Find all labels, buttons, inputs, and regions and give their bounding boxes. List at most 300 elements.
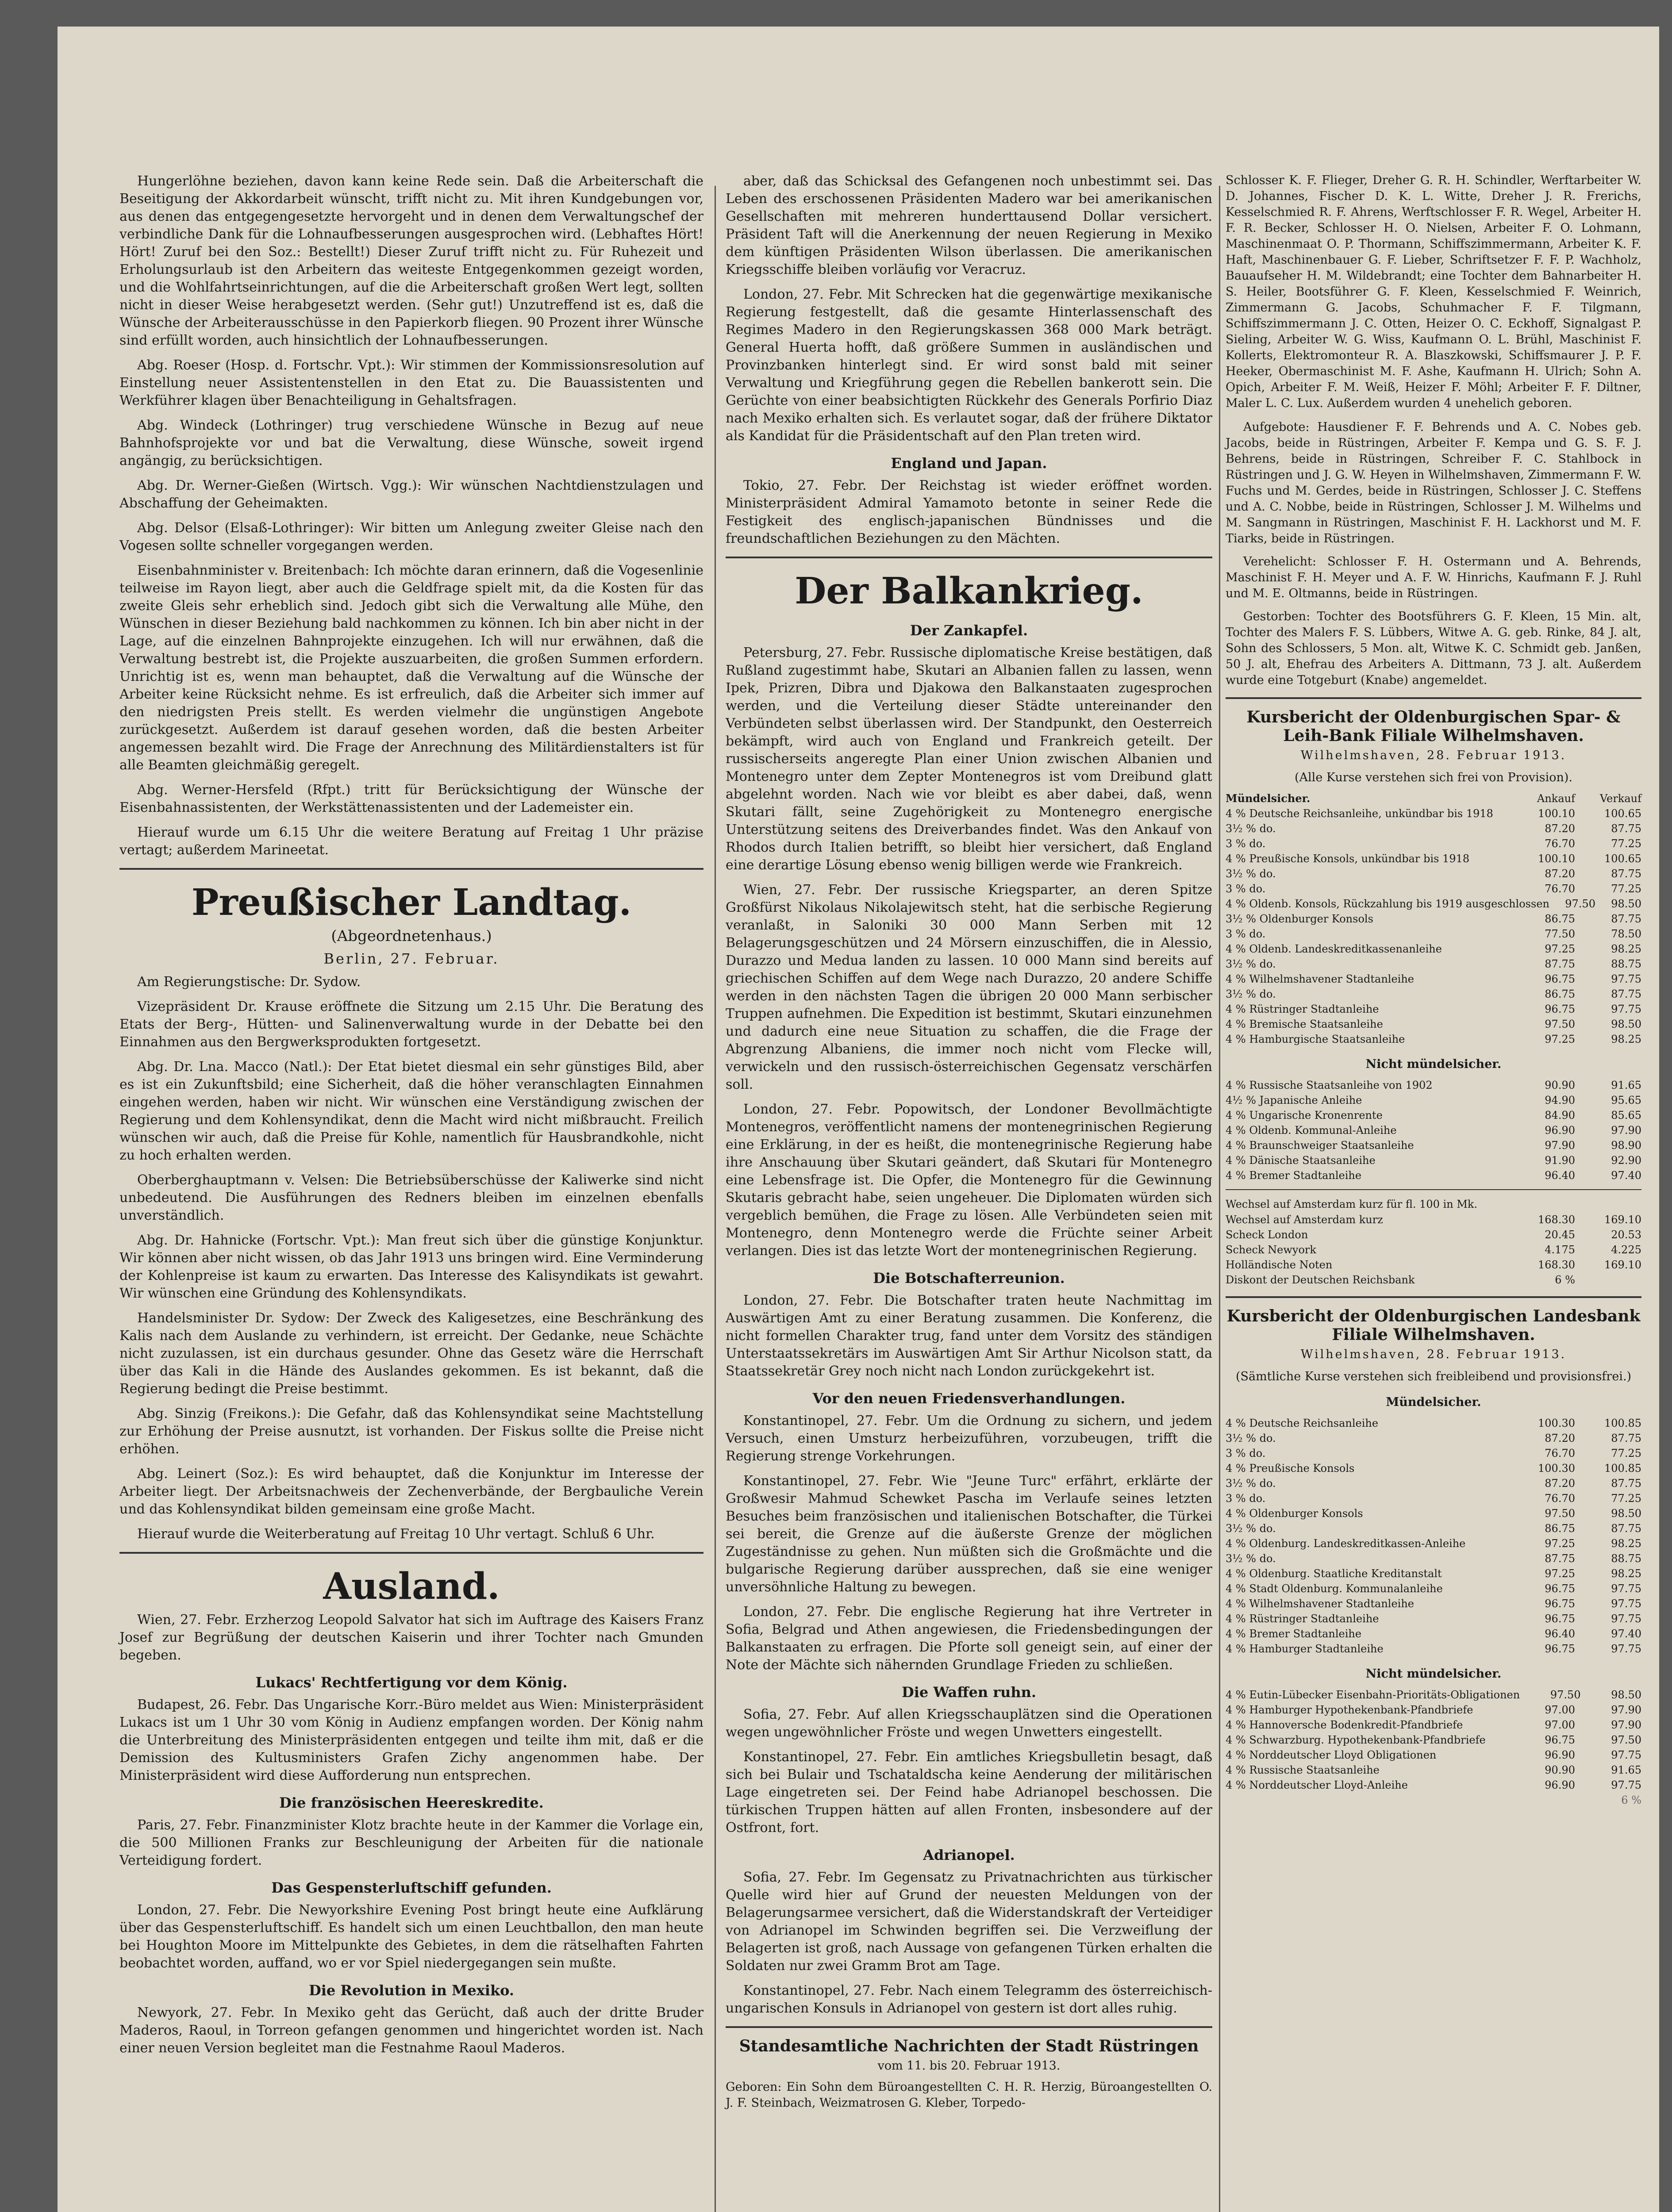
kursbericht-title: Kursbericht der Oldenburgischen Spar- & Leih-Bank Filiale Wilhelmshaven. bbox=[1246, 708, 1621, 745]
article-paragraph: Hungerlöhne beziehen, davon kann keine Rede sein. Daß die Arbeiterschaft die Beseitigung der Akkordarbeit wünscht, trifft nicht zu. Mit ihren Kundgebungen vor, aus denen das entgegengesetzte hervorgeht und in denen dem Verwaltungschef der verbindliche Dank für die Lohnaufbesserungen ausgesprochen wird. (Lebhaftes Hört! Hört! Zuruf bei den Soz.: Bestellt!) Dieser Zuruf trifft nicht zu. Für Ruhezeit und Erholungsurlaub ist den Arbeitern das weiteste Entgegenkommen gezeigt worden, und die Wohlfahrtseinrichtungen, auf die die Arbeiterschaft großen Wert legt, sollten nicht in dieser Weise herabgesetzt werden. (Sehr gut!) Unzutreffend ist es, daß die Wünsche der Arbeiterausschüsse in den Papierkorb fliegen. 90 Prozent ihrer Wünsche sind erfüllt worden, auch hinsichtlich der Lohnaufbesserungen. bbox=[119, 173, 703, 348]
article-paragraph: Petersburg, 27. Febr. Russische diplomatische Kreise bestätigen, daß Rußland zugestimmt habe, Skutari an Albanien fallen zu lassen, wenn Ipek, Prizren, Dibra und Djakowa den Balkanstaaten zugesprochen werden, und die Verteilung dieser Städte untereinander den Verbündeten selbst überlassen wird. Der Standpunkt, den Oesterreich bekämpft, wird auch von England und Frankreich geteilt. Der russischerseits angeregte Plan einer Union zwischen Albanien und Montenegro unter dem Zepter Montenegros ist vom Dreibund glatt abgelehnt worden. Nach wie vor bleibt es aber dabei, daß, wenn Skutari fällt, seine Zugehörigkeit zu Montenegro energische Unterstützung seitens des Dreiverbandes findet. Was den Ankauf von Rhodos durch Italien betrifft, so bleibt hier versichert, daß England eine derartige Lösung ebenso wenig billigen werde wie Frankreich. bbox=[726, 645, 1212, 873]
article-paragraph: Konstantinopel, 27. Febr. Ein amtliches Kriegsbulletin besagt, daß sich bei Bulair und Tschataldscha keine Aenderung der militärischen Lage eingetreten sei. Der Feind habe Adrianopel beschossen. Die türkischen Truppen hätten auf allen Fronten, insbesondere auf der Ostfront, fort. bbox=[726, 1749, 1212, 1836]
newspaper-page bbox=[58, 27, 1659, 2212]
kurs-name: 3 % do. bbox=[1226, 928, 1266, 940]
kurs-verkauf: 87.75 bbox=[1611, 822, 1641, 835]
kurs-ankauf: 96.75 bbox=[1545, 1643, 1575, 1655]
column-left bbox=[119, 173, 703, 2064]
article-paragraph: Abg. Werner-Hersfeld (Rfpt.) tritt für Berücksichtigung der Wünsche der Eisenbahnassistenten, der Werkstättenassistenten und der Lademeister ein. bbox=[119, 782, 703, 815]
balkan-subheading: Die Waffen ruhn. bbox=[901, 1684, 1037, 1701]
kurs-name: 4 % Stadt Oldenburg. Kommunalanleihe bbox=[1226, 1582, 1443, 1595]
kurs-ankauf: 86.75 bbox=[1545, 1522, 1575, 1535]
kurs-verkauf: 100.85 bbox=[1604, 1462, 1641, 1475]
balkan-subheading: Die Botschafterreunion. bbox=[873, 1270, 1065, 1286]
standesamt-geboren: Schlosser K. F. Flieger, Dreher G. R. H. Schindler, Werftarbeiter W. D. Johannes, Fischer D. K. L. Witte, Dreher J. R. Frerichs, Kesselschmied R. F. Ahrens, Werftschlosser F. R. Wegel, Arbeiter H. F. R. Becker, Schlosser H. O. Nielsen, Arbeiter F. O. Lohmann, Maschinenmaat O. P. Thormann, Schiffszimmermann, Arbeiter K. F. Haft, Maschinenbauer G. F. Lieber, Schriftsetzer F. F. P. Wachholz, Bauaufseher H. M. Wildebrandt; eine Tochter dem Bahnarbeiter H. S. Heiler, Bootsführer G. F. Kleen, Kesselschmied F. Weinrich, Zimmermann G. Jacobs, Schuhmacher F. F. Tilgmann, Schiffszimmermann J. C. Otten, Heizer O. C. Eckhoff, Signalgast P. Sieling, Arbeiter W. G. Wiss, Kaufmann O. L. Brühl, Maschinist F. Kollerts, Elektromonteur R. A. Blaszkowski, Schiffsmaurer J. P. F. Heeker, Obermaschinist M. F. Ashe, Kaufmann H. Ulrich; Sohn A. Opich, Arbeiter F. M. Weiß, Heizer F. Möhl; Arbeiter F. F. Diltner, Maler L. C. Lux. Außerdem wurden 4 unehelich geboren. bbox=[1226, 173, 1641, 410]
kursbericht-dateline: Wilhelmshaven, 28. Februar 1913. bbox=[1300, 749, 1567, 762]
kurs-row bbox=[1226, 1108, 1641, 1123]
kurs-verkauf: 97.75 bbox=[1611, 1582, 1641, 1595]
kurs-verkauf bbox=[1575, 1272, 1641, 1287]
kurs-row bbox=[1226, 1227, 1641, 1242]
kurs-verkauf: 97.75 bbox=[1611, 1643, 1641, 1655]
kurs-name: 3½ % do. bbox=[1226, 1432, 1276, 1444]
kurs-verkauf: 98.50 bbox=[1611, 1018, 1641, 1030]
kurs-verkauf: 98.90 bbox=[1611, 1139, 1641, 1152]
kurs-row bbox=[1226, 866, 1641, 881]
kurs-ankauf: 97.00 bbox=[1545, 1719, 1575, 1731]
article-paragraph: Hierauf wurde die Weiterberatung auf Freitag 10 Uhr vertagt. Schluß 6 Uhr. bbox=[137, 1526, 655, 1542]
zankapfel-body bbox=[726, 644, 1212, 1260]
kurs-ankauf: 96.75 bbox=[1545, 973, 1575, 985]
kurs-ankauf: 77.50 bbox=[1545, 928, 1575, 940]
kurs-name: Diskont der Deutschen Reichsbank bbox=[1226, 1274, 1415, 1286]
kurs-name: 4 % Preußische Konsols bbox=[1226, 1462, 1355, 1475]
landtag-body bbox=[119, 973, 703, 1543]
kurs-ankauf: 87.20 bbox=[1545, 822, 1575, 835]
kurs-row bbox=[1226, 1416, 1641, 1431]
kurs-row bbox=[1226, 881, 1641, 896]
kurs-name: 4 % Bremer Stadtanleihe bbox=[1226, 1628, 1362, 1640]
kurs-ankauf: 96.75 bbox=[1545, 1734, 1575, 1746]
kurs-verkauf: 97.90 bbox=[1611, 1124, 1641, 1137]
kurs-ankauf: 86.75 bbox=[1545, 913, 1575, 925]
kurs-ankauf: 94.90 bbox=[1545, 1094, 1575, 1106]
article-paragraph: Tokio, 27. Febr. Der Reichstag ist wieder eröffnet worden. Ministerpräsident Admiral Yamamoto betonte in seiner Rede die Festigkeit des englisch-japanischen Bündnisses und die freundschaftlichen Beziehungen zu den Mächten. bbox=[726, 478, 1212, 546]
kurs-row bbox=[1226, 1032, 1641, 1047]
article-paragraph: Abg. Roeser (Hosp. d. Fortschr. Vpt.): Wir stimmen der Kommissionsresolution auf Einstellung neuer Assistentenstellen in den Etat zu. Die Bauassistenten und Werkführer klagen über Benachteiligung in Gehaltsfragen. bbox=[119, 357, 703, 408]
kursbericht-note: (Sämtliche Kurse verstehen sich freibleibend und provisionsfrei.) bbox=[1235, 1370, 1632, 1383]
kurs-verkauf: 97.40 bbox=[1611, 1628, 1641, 1640]
kurs-name: 4 % Oldenb. Landeskreditkassenanleihe bbox=[1226, 943, 1442, 955]
kurs-name: 4 % Bremer Stadtanleihe bbox=[1226, 1169, 1362, 1182]
landtag-section bbox=[119, 881, 703, 1543]
kurs-verkauf: 169.10 bbox=[1604, 1214, 1641, 1226]
kursbericht-title: Kursbericht der Oldenburgischen Landesbank Filiale Wilhelmshaven. bbox=[1226, 1307, 1641, 1344]
kurs-row bbox=[1226, 806, 1641, 821]
kurs-table bbox=[1226, 1687, 1641, 1793]
kurs-name: 4 % Oldenb. Konsols, Rückzahlung bis 1919 ausgeschlossen bbox=[1226, 898, 1550, 910]
kurs-row bbox=[1226, 1078, 1641, 1093]
kurs-footer bbox=[1226, 1793, 1641, 1808]
wechsel-table bbox=[1226, 1212, 1641, 1287]
article-paragraph: Wien, 27. Febr. Der russische Kriegsparter, an deren Spitze Großfürst Nikolaus Nikolajewitsch steht, hat die serbische Regierung veranlaßt, in Saloniki 30 000 Mann Serben mit 12 Belagerungsgeschützen und 24 Mörsern einzuschiffen, die in Alessio, Durazzo und Medua landen zu lassen. 10 000 Mann sind bereits auf griechischen Schiffen auf dem Wege nach Durazzo, 20 andere Schiffe werden in den nächsten Tagen die übrigen 20 000 Mann serbischer Truppen aufnehmen. Die Expedition ist bestimmt, Skutari einzunehmen und dadurch eine neue Situation zu schaffen, die die Frage der Abgrenzung Albaniens, die immer noch nicht vom Flecke will, verwickeln und den russisch-österreichischen Gegensatz verschärfen soll. bbox=[726, 882, 1212, 1092]
kurs-ankauf: 97.25 bbox=[1545, 1537, 1575, 1550]
divider bbox=[119, 868, 703, 870]
kurs-row bbox=[1226, 1212, 1641, 1227]
kurs-ankauf: 168.30 bbox=[1538, 1214, 1575, 1226]
landtag-title: Preußischer Landtag. bbox=[191, 881, 632, 924]
kurs-table bbox=[1226, 1416, 1641, 1656]
kurs-verkauf: 91.65 bbox=[1611, 1079, 1641, 1091]
kurs-name: 4 % Schwarzburg. Hypothekenbank-Pfandbriefe bbox=[1226, 1734, 1486, 1746]
kurs-ankauf: 100.10 bbox=[1538, 853, 1575, 865]
kurs-name: 3 % do. bbox=[1226, 883, 1266, 895]
column-rule bbox=[1219, 186, 1220, 2212]
kurs-row bbox=[1226, 836, 1641, 851]
kurs-heading: Nicht mündelsicher. bbox=[1365, 1667, 1502, 1681]
article-paragraph: aber, daß das Schicksal des Gefangenen noch unbestimmt sei. Das Leben des erschossenen Präsidenten Madero war bei amerikanischen Gesellschaften mit mehreren hunderttausend Dollar versichert. Präsident Taft will die Anerkennung der neuen Regierung in Mexiko dem künftigen Präsidenten Wilson überlassen. Die amerikanischen Kriegsschiffe bleiben vorläufig vor Veracruz. bbox=[726, 173, 1212, 277]
kurs-row bbox=[1226, 1641, 1641, 1656]
kurs-row bbox=[1226, 1017, 1641, 1032]
kurs-row bbox=[1226, 1732, 1641, 1747]
kurs-row bbox=[1226, 1626, 1641, 1641]
kurs-name: 4½ % Japanische Anleihe bbox=[1226, 1094, 1362, 1106]
kurs-verkauf: 97.75 bbox=[1611, 1749, 1641, 1761]
kurs-row bbox=[1226, 1257, 1641, 1272]
divider bbox=[1226, 1296, 1641, 1298]
kurs-name: 3½ % do. bbox=[1226, 1477, 1276, 1490]
balkan-subheading: Der Zankapfel. bbox=[910, 622, 1028, 639]
kurs-ankauf: 4.175 bbox=[1545, 1244, 1575, 1256]
article-paragraph: Abg. Delsor (Elsaß-Lothringer): Wir bitten um Anlegung zweiter Gleise nach den Vogesen sollte schneller vorgegangen werden. bbox=[119, 520, 703, 553]
kurs-ankauf: 90.90 bbox=[1545, 1079, 1575, 1091]
kurs-row bbox=[1226, 1717, 1641, 1732]
kursbericht-note: (Alle Kurse verstehen sich frei von Provision). bbox=[1295, 771, 1572, 784]
article-paragraph: Sofia, 27. Febr. Auf allen Kriegsschauplätzen sind die Operationen wegen ungewöhnlicher Fröste und wegen Unwetters eingestellt. bbox=[726, 1707, 1212, 1740]
kurs-row bbox=[1226, 972, 1641, 987]
kurs-ankauf: 100.10 bbox=[1538, 807, 1575, 820]
kurs-ankauf: 76.70 bbox=[1545, 837, 1575, 850]
kurs-row bbox=[1226, 1521, 1641, 1536]
kurs-ankauf: 97.25 bbox=[1545, 1567, 1575, 1580]
kurs-verkauf: 78.50 bbox=[1611, 928, 1641, 940]
article-paragraph: London, 27. Febr. Mit Schrecken hat die gegenwärtige mexikanische Regierung festgestellt, daß die gesamte Hinterlassenschaft des Regimes Madero in den Regierungskassen 368 000 Mark beträgt. General Huerta hofft, daß größere Summen in ausländischen und Provinzbanken hinterlegt sind. Er wird sonst bald mit seiner Verwaltung und Kriegführung gegen die Rebellen bankerott sein. Die Gerüchte von einer beabsichtigten Rückkehr des Generals Porfirio Diaz nach Mexiko erhalten sich. Es verlautet sogar, daß der frühere Diktator als Kandidat für die Präsidentschaft auf den Plan treten wird. bbox=[726, 287, 1212, 444]
kurs-row bbox=[1226, 896, 1641, 911]
kurs-row bbox=[1226, 851, 1641, 866]
kurs-name: 4 % Bremische Staatsanleihe bbox=[1226, 1018, 1383, 1030]
kurs-verkauf: 98.25 bbox=[1611, 1033, 1641, 1045]
kurs-row bbox=[1226, 1763, 1641, 1778]
standesamt-title: Standesamtliche Nachrichten der Stadt Rüstringen bbox=[739, 2037, 1199, 2055]
kurs-name: 3½ % do. bbox=[1226, 988, 1276, 1000]
kurs-name: 3½ % Oldenburger Konsols bbox=[1226, 913, 1373, 925]
kurs-row bbox=[1226, 1778, 1641, 1793]
friedens-body bbox=[726, 1412, 1212, 1674]
kurs-name: 4 % Ungarische Kronenrente bbox=[1226, 1109, 1383, 1121]
kurs-verkauf: 20.53 bbox=[1611, 1229, 1641, 1241]
kursbericht-dateline: Wilhelmshaven, 28. Februar 1913. bbox=[1300, 1348, 1567, 1361]
kurs-ankauf: 76.70 bbox=[1545, 883, 1575, 895]
kurs-row bbox=[1226, 1476, 1641, 1491]
kurs-verkauf: 97.75 bbox=[1611, 1779, 1641, 1791]
kurs-ankauf: 100.30 bbox=[1538, 1417, 1575, 1429]
kurs-name: Wechsel auf Amsterdam kurz bbox=[1226, 1214, 1383, 1226]
kurs-verkauf: 97.75 bbox=[1611, 973, 1641, 985]
kurs-name: 4 % Rüstringer Stadtanleihe bbox=[1226, 1003, 1379, 1015]
kurs-ankauf: 96.75 bbox=[1545, 1598, 1575, 1610]
kurs-verkauf: 97.75 bbox=[1611, 1613, 1641, 1625]
kurs-name: 3½ % do. bbox=[1226, 958, 1276, 970]
kurs-name: 4 % Eutin-Lübecker Eisenbahn-Prioritäts-Obligationen bbox=[1226, 1689, 1520, 1701]
kurs-name: 3½ % do. bbox=[1226, 1552, 1276, 1565]
kurs-name: 4 % Hamburger Stadtanleihe bbox=[1226, 1643, 1384, 1655]
kurs-verkauf: 95.65 bbox=[1611, 1094, 1641, 1106]
standesamt-gestorben: Gestorben: Tochter des Bootsführers G. F. Kleen, 15 Min. alt, Tochter des Malers F. S. Lübbers, Witwe A. G. geb. Rinke, 84 J. alt, Sohn des Schlossers, 5 Mon. alt, Witwe K. C. Schmidt geb. Janßen, 50 J. alt, Ehefrau des Arbeiters A. Dittmann, 73 J. alt. Außerdem wurde eine Totgeburt (Knabe) angemeldet. bbox=[1226, 610, 1641, 687]
kurs-name: 4 % Rüstringer Stadtanleihe bbox=[1226, 1613, 1379, 1625]
kurs-ankauf: 87.75 bbox=[1545, 1552, 1575, 1565]
kurs-row bbox=[1226, 1611, 1641, 1626]
kurs-ankauf: 76.70 bbox=[1545, 1492, 1575, 1505]
kurs-verkauf: 100.85 bbox=[1604, 1417, 1641, 1429]
article-paragraph: Abg. Dr. Werner-Gießen (Wirtsch. Vgg.): Wir wünschen Nachtdienstzulagen und Abschaffung der Geheimakten. bbox=[119, 478, 703, 511]
ausland-body bbox=[119, 1611, 703, 1664]
kurs-verkauf: 98.50 bbox=[1611, 1689, 1641, 1701]
kurs-verkauf: 77.25 bbox=[1611, 1492, 1641, 1505]
kurs-ankauf: 96.90 bbox=[1545, 1749, 1575, 1761]
kurs-row bbox=[1226, 1461, 1641, 1476]
landtag-dateline: Berlin, 27. Februar. bbox=[323, 950, 500, 967]
kurs-row bbox=[1226, 1093, 1641, 1108]
balkan-subheading: Adrianopel. bbox=[923, 1847, 1015, 1863]
kurs-row bbox=[1226, 1153, 1641, 1168]
kurs-verkauf: 100.65 bbox=[1604, 853, 1641, 865]
kurs-ankauf: 87.20 bbox=[1545, 868, 1575, 880]
kurs-row bbox=[1226, 1138, 1641, 1153]
divider bbox=[119, 1552, 703, 1554]
article-paragraph: Abg. Dr. Hahnicke (Fortschr. Vpt.): Man freut sich über die günstige Konjunktur. Wir können aber nicht wissen, ob das Jahr 1913 uns bringen wird. Eine Verminderung der Kohlenpreise ist kaum zu erwarten. Das Interesse des Kalisyndikats ist gewahrt. Wir wünschen eine Gründung des Kohlensyndikats. bbox=[119, 1233, 703, 1301]
kurs-row bbox=[1226, 926, 1641, 941]
kurs-verkauf: 87.75 bbox=[1611, 1432, 1641, 1444]
article-paragraph: Abg. Sinzig (Freikons.): Die Gefahr, daß das Kohlensyndikat seine Machtstellung zur Erhöhung der Preise ausnutzt, ist vorhanden. Der Fiskus sollte die Preise nicht erhöhen. bbox=[119, 1406, 703, 1457]
kurs-verkauf: 98.25 bbox=[1611, 1537, 1641, 1550]
kurs-row bbox=[1226, 1272, 1641, 1287]
kurs-row bbox=[1226, 1702, 1641, 1717]
divider bbox=[726, 2026, 1212, 2028]
ausland-subheading: Das Gespensterluftschiff gefunden. bbox=[271, 1879, 552, 1896]
balkan-section bbox=[726, 570, 1212, 2017]
kurs-ankauf: 20.45 bbox=[1545, 1229, 1575, 1241]
kurs-table bbox=[1226, 1078, 1641, 1183]
kurs-verkauf: 87.75 bbox=[1611, 1477, 1641, 1490]
kurs-name: 3 % do. bbox=[1226, 1492, 1266, 1505]
kurs-ankauf: 96.40 bbox=[1545, 1628, 1575, 1640]
kursbericht-landesbank bbox=[1226, 1307, 1641, 1808]
kurs-ankauf: 84.90 bbox=[1545, 1109, 1575, 1121]
kurs-ankauf: 96.40 bbox=[1545, 1169, 1575, 1182]
kurs-verkauf: 97.90 bbox=[1611, 1719, 1641, 1731]
article-paragraph: Hierauf wurde um 6.15 Uhr die weitere Beratung auf Freitag 1 Uhr präzise vertagt; außerdem Marineetat. bbox=[119, 825, 703, 858]
kurs-ankauf: 97.25 bbox=[1545, 1033, 1575, 1045]
kurs-name: 4 % Braunschweiger Staatsanleihe bbox=[1226, 1139, 1414, 1152]
kurs-row bbox=[1226, 1536, 1641, 1551]
kurs-ankauf: 86.75 bbox=[1545, 988, 1575, 1000]
kurs-ankauf: 91.90 bbox=[1545, 1154, 1575, 1167]
kurs-name: Scheck Newyork bbox=[1226, 1244, 1316, 1256]
kurs-verkauf: 98.50 bbox=[1611, 898, 1641, 910]
article-paragraph: London, 27. Febr. Die Botschafter traten heute Nachmittag im Auswärtigen Amt zu einer Beratung zusammen. Die Konferenz, die nicht formellen Charakter trug, fand unter dem Vorsitz des ständigen Unterstaatssekretärs im Auswärtigen Amt Sir Arthur Nicolson statt, da Staatssekretär Grey noch nicht nach London zurückgekehrt ist. bbox=[726, 1293, 1212, 1379]
kurs-table bbox=[1226, 806, 1641, 1047]
kurs-row bbox=[1226, 1491, 1641, 1506]
mexiko-continuation bbox=[726, 173, 1212, 445]
article-paragraph: Oberberghauptmann v. Velsen: Die Betriebsüberschüsse der Kaliwerke sind nicht unbedeutend. Die Ausführungen des Redners bleiben im einzelnen ebenfalls unverständlich. bbox=[119, 1172, 703, 1223]
kurs-verkauf: 87.75 bbox=[1611, 868, 1641, 880]
column-middle bbox=[726, 173, 1212, 2119]
kurs-verkauf: 87.75 bbox=[1611, 913, 1641, 925]
kurs-verkauf: 88.75 bbox=[1611, 958, 1641, 970]
article-paragraph: Newyork, 27. Febr. In Mexiko geht das Gerücht, daß auch der dritte Bruder Maderos, Raoul, in Torreon gefangen genommen und hingerichtet worden ist. Nach einer neuen Version begleitet man die Festnahme Raoul Maderos. bbox=[119, 2005, 703, 2056]
article-paragraph: Konstantinopel, 27. Febr. Um die Ordnung zu sichern, und jedem Versuch, einen Umsturz herbeizuführen, vorzubeugen, trifft die Regierung strenge Vorkehrungen. bbox=[726, 1413, 1212, 1464]
kurs-row bbox=[1226, 1242, 1641, 1257]
kurs-name: 4 % Norddeutscher Lloyd Obligationen bbox=[1226, 1749, 1437, 1761]
article-paragraph: London, 27. Febr. Die Newyorkshire Evening Post bringt heute eine Aufklärung über das Gespensterluftschiff. Es handelt sich um einen Leuchtballon, den man heute bei Houghton Moore im Mittelpunkte des Gebietes, in dem die rätselhaften Fahrten beobachtet worden, auffand, wo er vor Spiel niedergegangen sein mußte. bbox=[119, 1902, 703, 1971]
kurs-verkauf: 4.225 bbox=[1611, 1244, 1641, 1256]
article-paragraph: London, 27. Febr. Popowitsch, der Londoner Bevollmächtigte Montenegros, veröffentlicht namens der montenegrinischen Regierung eine Erklärung, in der es heißt, die montenegrinische Regierung habe ihre Anschauung über Skutari geändert, daß Skutari für Montenegro eine Lebensfrage ist. Die Opfer, die Montenegro für die Gewinnung Skutaris gebracht habe, seien ungeheuer. Die Diplomaten würden sich vergeblich bemühen, die Frage zu lösen. Alle Verbündeten seien mit Montenegro, denn Montenegro werde die Früchte seiner Arbeit verlangen. Dies ist das letzte Wort der montenegrinischen Regierung. bbox=[726, 1102, 1212, 1259]
article-paragraph: Paris, 27. Febr. Finanzminister Klotz brachte heute in der Kammer die Vorlage ein, die 500 Millionen Franks zur Beschleunigung der Arbeiten für die nationale Verteidigung fordert. bbox=[119, 1817, 703, 1868]
kurs-ankauf: 87.75 bbox=[1545, 958, 1575, 970]
article-paragraph: London, 27. Febr. Die englische Regierung hat ihre Vertreter in Sofia, Belgrad und Athen angewiesen, die Friedensbedingungen der Balkanstaaten zu erfragen. Die Pforte soll geneigt sein, auf einer der Note der Mächte sich nähernden Grundlage Frieden zu schließen. bbox=[726, 1604, 1212, 1673]
article-paragraph: Konstantinopel, 27. Febr. Nach einem Telegramm des österreichisch-ungarischen Konsuls in Adrianopel von gestern ist dort alles ruhig. bbox=[726, 1983, 1212, 2016]
kurs-head-verkauf: Verkauf bbox=[1600, 792, 1641, 805]
kurs-name: 4 % Norddeutscher Lloyd-Anleihe bbox=[1226, 1779, 1408, 1791]
kurs-verkauf: 97.50 bbox=[1611, 1734, 1641, 1746]
kurs-verkauf: 85.65 bbox=[1611, 1109, 1641, 1121]
standesamt-aufgebote: Aufgebote: Hausdiener F. F. Behrends und A. C. Nobes geb. Jacobs, beide in Rüstringen, Arbeiter F. Kempa und G. S. F. J. Behrens, beide in Rüstringen, Schreiber F. C. Stahlbock in Rüstringen und J. G. W. Heyen in Wilhelmshaven, Zimmermann F. W. Fuchs und M. Gerdes, beide in Rüstringen, Schlosser J. C. Steffens und A. C. Nobbe, beide in Rüstringen, Schlosser J. M. Wilhelms und M. Sangmann in Rüstringen, Maschinist F. H. Lackhorst und M. F. Tiarks, beide in Rüstringen. bbox=[1226, 420, 1641, 545]
kurs-row bbox=[1226, 1551, 1641, 1566]
kurs-row bbox=[1226, 941, 1641, 956]
reichstag-continuation bbox=[119, 173, 703, 859]
kurs-ankauf: 76.70 bbox=[1545, 1447, 1575, 1459]
kurs-ankauf: 96.90 bbox=[1545, 1124, 1575, 1137]
kurs-verkauf: 77.25 bbox=[1611, 883, 1641, 895]
kurs-ankauf: 168.30 bbox=[1538, 1259, 1575, 1271]
kurs-verkauf: 77.25 bbox=[1611, 837, 1641, 850]
article-paragraph: Budapest, 26. Febr. Das Ungarische Korr.-Büro meldet aus Wien: Ministerpräsident Lukacs ist um 1 Uhr 30 vom König in Audienz empfangen worden. Der König nahm die Unterbreitung des Ministerpräsidenten entgegen und teilte ihm mit, daß er die Demission des Kultusministers Grafen Zichy angenommen habe. Der Ministerpräsident wird diese Aufforderung nun entsprechen. bbox=[119, 1697, 703, 1783]
kurs-row bbox=[1226, 987, 1641, 1002]
kurs-ankauf: 97.25 bbox=[1545, 943, 1575, 955]
kurs-verkauf: 97.40 bbox=[1611, 1169, 1641, 1182]
standesamt-section bbox=[726, 2037, 1212, 2111]
adrianopel-body bbox=[726, 1869, 1212, 2017]
waffen-body bbox=[726, 1706, 1212, 1837]
kurs-verkauf: 98.25 bbox=[1611, 1567, 1641, 1580]
kurs-name: 4 % Hannoversche Bodenkredit-Pfandbriefe bbox=[1226, 1719, 1463, 1731]
kurs-verkauf: 88.75 bbox=[1611, 1552, 1641, 1565]
kurs-verkauf: 100.65 bbox=[1604, 807, 1641, 820]
article-paragraph: Vizepräsident Dr. Krause eröffnete die Sitzung um 2.15 Uhr. Die Beratung des Etats der Berg-, Hütten- und Salinenverwaltung wurde in der Debatte bei den Einnahmen aus den Bergwerksprodukten fortgesetzt. bbox=[119, 999, 703, 1050]
kurs-verkauf: 91.65 bbox=[1611, 1764, 1641, 1776]
kurs-ankauf: 97.50 bbox=[1565, 898, 1595, 910]
kurs-name: 3 % do. bbox=[1226, 1447, 1266, 1459]
kurs-heading: Mündelsicher. bbox=[1386, 1395, 1481, 1409]
kurs-ankauf: 97.90 bbox=[1545, 1139, 1575, 1152]
article-paragraph: Wien, 27. Febr. Erzherzog Leopold Salvator hat sich im Auftrage des Kaisers Franz Josef zur Begrüßung der deutschen Kaiserin und ihrer Tochter nach Gmunden begeben. bbox=[119, 1612, 703, 1663]
balkan-subheading: Vor den neuen Friedensverhandlungen. bbox=[812, 1390, 1126, 1407]
kurs-column-heads bbox=[1226, 791, 1641, 806]
kurs-ankauf: 96.75 bbox=[1545, 1003, 1575, 1015]
kurs-row bbox=[1226, 1687, 1641, 1702]
kurs-name: 4 % Hamburger Hypothekenbank-Pfandbriefe bbox=[1226, 1704, 1473, 1716]
kurs-ankauf: 97.50 bbox=[1550, 1689, 1581, 1701]
kurs-head-ankauf: Ankauf bbox=[1537, 792, 1575, 805]
kurs-ankauf: 96.90 bbox=[1545, 1779, 1575, 1791]
kurs-row bbox=[1226, 1596, 1641, 1611]
kurs-name: 4 % Dänische Staatsanleihe bbox=[1226, 1154, 1376, 1167]
article-paragraph: Handelsminister Dr. Sydow: Der Zweck des Kaligesetzes, eine Beschränkung des Kalis nach dem Auslande zu verhindern, ist erreicht. Der Gedanke, neue Schächte nicht zuzulassen, ist ein durchaus gesunder. Ohne das Gesetz wäre die Herrschaft über das Kali in die Hände des Auslandes gekommen. Es ist bekannt, daß die Regierung bedingt die Preise bestimmt. bbox=[119, 1310, 703, 1397]
standesamt-text: Geboren: Ein Sohn dem Büroangestellten C. H. R. Herzig, Büroangestellten O. J. F. Steinbach, Weizmatrosen G. Kleber, Torpedo- bbox=[726, 2080, 1212, 2110]
kurs-ankauf: 97.50 bbox=[1545, 1018, 1575, 1030]
kurs-name: 4 % Russische Staatsanleihe von 1902 bbox=[1226, 1079, 1433, 1091]
kurs-ankauf: 87.20 bbox=[1545, 1432, 1575, 1444]
kurs-row bbox=[1226, 1123, 1641, 1138]
kurs-name: 4 % Oldenburg. Staatliche Kreditanstalt bbox=[1226, 1567, 1442, 1580]
divider bbox=[1226, 697, 1641, 699]
kurs-verkauf: 97.75 bbox=[1611, 1003, 1641, 1015]
article-paragraph: Abg. Dr. Lna. Macco (Natl.): Der Etat bietet diesmal ein sehr günstiges Bild, aber es ist ein Zukunftsbild; eine Sicherheit, daß die höher veranschlagten Einnahmen eingehen werden, haben wir nicht. Wir wünschen eine Verständigung zwischen der Regierung und dem Kohlensyndikat, denn die Macht wird nicht mißbraucht. Freilich wünschen wir auch, daß die Preise für Kohle, namentlich für Hausbrandkohle, nicht zu hoch erhalten werden. bbox=[119, 1059, 703, 1163]
kurs-row bbox=[1226, 1446, 1641, 1461]
kurs-name: 4 % Oldenburger Konsols bbox=[1226, 1507, 1363, 1520]
kurs-verkauf: 98.50 bbox=[1611, 1507, 1641, 1520]
column-right bbox=[1226, 173, 1641, 1808]
kurs-row bbox=[1226, 1431, 1641, 1446]
standesamt-subtitle: vom 11. bis 20. Februar 1913. bbox=[877, 2059, 1061, 2073]
standesamt-verehelicht: Verehelicht: Schlosser F. H. Ostermann und A. Behrends, Maschinist F. H. Meyer und A. F. W. Hinrichs, Kaufmann F. J. Ruhl und M. E. Oltmanns, beide in Rüstringen. bbox=[1226, 555, 1641, 600]
kurs-name: 4 % Hamburgische Staatsanleihe bbox=[1226, 1033, 1405, 1045]
kurs-ankauf: 97.50 bbox=[1545, 1507, 1575, 1520]
england-japan-heading: England und Japan. bbox=[891, 455, 1047, 472]
kurs-name: 4 % Wilhelmshavener Stadtanleihe bbox=[1226, 1598, 1414, 1610]
kurs-name: 4 % Oldenburg. Landeskreditkassen-Anleihe bbox=[1226, 1537, 1466, 1550]
ausland-subheading: Die französischen Heereskredite. bbox=[279, 1794, 544, 1811]
article-paragraph: Eisenbahnminister v. Breitenbach: Ich möchte daran erinnern, daß die Vogesenlinie teilweise im Rayon liegt, aber auch die Geldfrage spielt mit, da die Kosten für das zweite Gleis sehr erheblich sind. Jedoch gibt sich die Verwaltung alle Mühe, den Wünschen in dieser Beziehung bald nachkommen zu können. Ich bin aber nicht in der Lage, auf die einzelnen Bahnprojekte einzugehen. Ich will nur erwähnen, daß die Verwaltung bestrebt ist, die Projekte auszuarbeiten, die großen Summen erfordern. Unrichtig ist es, wenn man behauptet, daß die Verwaltung auf die Wünsche der Arbeiter keine Rücksicht nehme. Es ist erfreulich, daß die Arbeiter sich immer auf den niedrigsten Preis stellt. Es werden vielmehr die ungünstigen Angebote zurückgesetzt. Außerdem ist darauf gesehen worden, daß die besten Arbeiter angemessen bezahlt wird. Die Frage der Anrechnung des Militärdienstalters ist für alle Beamten gleichmäßig geregelt. bbox=[119, 563, 703, 773]
kurs-verkauf: 97.75 bbox=[1611, 1598, 1641, 1610]
divider bbox=[726, 557, 1212, 558]
kurs-name: 4 % Deutsche Reichsanleihe, unkündbar bis 1918 bbox=[1226, 807, 1493, 820]
kurs-name: 4 % Russische Staatsanleihe bbox=[1226, 1764, 1380, 1776]
kurs-ankauf: 100.30 bbox=[1538, 1462, 1575, 1475]
kurs-verkauf: 97.90 bbox=[1611, 1704, 1641, 1716]
kurs-name: 3½ % do. bbox=[1226, 1522, 1276, 1535]
kurs-name: 4 % Oldenb. Kommunal-Anleihe bbox=[1226, 1124, 1397, 1137]
kurs-verkauf: 98.25 bbox=[1611, 943, 1641, 955]
kurs-row bbox=[1226, 1747, 1641, 1763]
kurs-name: 3½ % do. bbox=[1226, 822, 1276, 835]
kurs-row bbox=[1226, 821, 1641, 836]
article-paragraph: Sofia, 27. Febr. Im Gegensatz zu Privatnachrichten aus türkischer Quelle wird hier auf Grund der neuesten Meldungen von der Belagerungsarmee versichert, daß die Widerstandskraft der Verteidiger von Adrianopel im Schwinden begriffen sei. Die Verzweiflung der Belagerten ist groß, nach Aussage von gefangenen Türken erhalten die Soldaten nur zwei Gramm Brot am Tage. bbox=[726, 1870, 1212, 1974]
kurs-ankauf: 6 % bbox=[1555, 1274, 1575, 1286]
article-paragraph: Am Regierungstische: Dr. Sydow. bbox=[137, 974, 361, 990]
kurs-name: 3½ % do. bbox=[1226, 868, 1276, 880]
kurs-verkauf: 169.10 bbox=[1604, 1259, 1641, 1271]
kurs-ankauf: 87.20 bbox=[1545, 1477, 1575, 1490]
kurs-verkauf: 87.75 bbox=[1611, 988, 1641, 1000]
kurs-row bbox=[1226, 1566, 1641, 1581]
kurs-verkauf: 87.75 bbox=[1611, 1522, 1641, 1535]
kurs-heading: Mündelsicher. bbox=[1226, 792, 1311, 805]
kurs-name: 4 % Wilhelmshavener Stadtanleihe bbox=[1226, 973, 1414, 985]
kurs-ankauf: 90.90 bbox=[1545, 1764, 1575, 1776]
kurs-name: Holländische Noten bbox=[1226, 1259, 1333, 1271]
kurs-row bbox=[1226, 1168, 1641, 1183]
article-paragraph: Konstantinopel, 27. Febr. Wie "Jeune Turc" erfährt, erklärte der Großwesir Mahmud Schewket Pascha im Verlaufe seines letzten Besuches beim französischen und italienischen Botschafter, die Türkei sei bereit, die Grenze auf die äußerste Grenze der möglichen Zugeständnisse zu gehen. Nun müßten sich die Großmächte und die bulgarische Regierung darüber aussprechen, daß sie eine weniger unversöhnliche Haltung zu bewegen. bbox=[726, 1473, 1212, 1595]
kurs-name: 4 % Preußische Konsols, unkündbar bis 1918 bbox=[1226, 853, 1470, 865]
kurs-row bbox=[1226, 1002, 1641, 1017]
kurs-row bbox=[1226, 956, 1641, 972]
ausland-subheading: Lukacs' Rechtfertigung vor dem König. bbox=[255, 1674, 568, 1691]
column-rule bbox=[715, 186, 716, 2212]
kurs-name: 3 % do. bbox=[1226, 837, 1266, 850]
kursbericht-sparbank bbox=[1226, 708, 1641, 1287]
ausland-subheading: Die Revolution in Mexiko. bbox=[308, 1982, 515, 1999]
kurs-verkauf: 77.25 bbox=[1611, 1447, 1641, 1459]
ausland-title: Ausland. bbox=[323, 1565, 500, 1608]
landtag-subtitle: (Abgeordnetenhaus.) bbox=[331, 927, 492, 945]
kurs-row bbox=[1226, 1581, 1641, 1596]
kurs-ankauf: 96.75 bbox=[1545, 1582, 1575, 1595]
divider bbox=[1226, 1189, 1641, 1190]
kurs-footer-value: 6 % bbox=[1621, 1794, 1641, 1806]
article-paragraph: Abg. Windeck (Lothringer) trug verschiedene Wünsche in Bezug auf neue Bahnhofsprojekte vor und bat die Verwaltung, diese Wünsche, soweit irgend angängig, zu berücksichtigen. bbox=[119, 418, 703, 469]
kurs-name: 4 % Deutsche Reichsanleihe bbox=[1226, 1417, 1379, 1429]
kurs-ankauf: 97.00 bbox=[1545, 1704, 1575, 1716]
